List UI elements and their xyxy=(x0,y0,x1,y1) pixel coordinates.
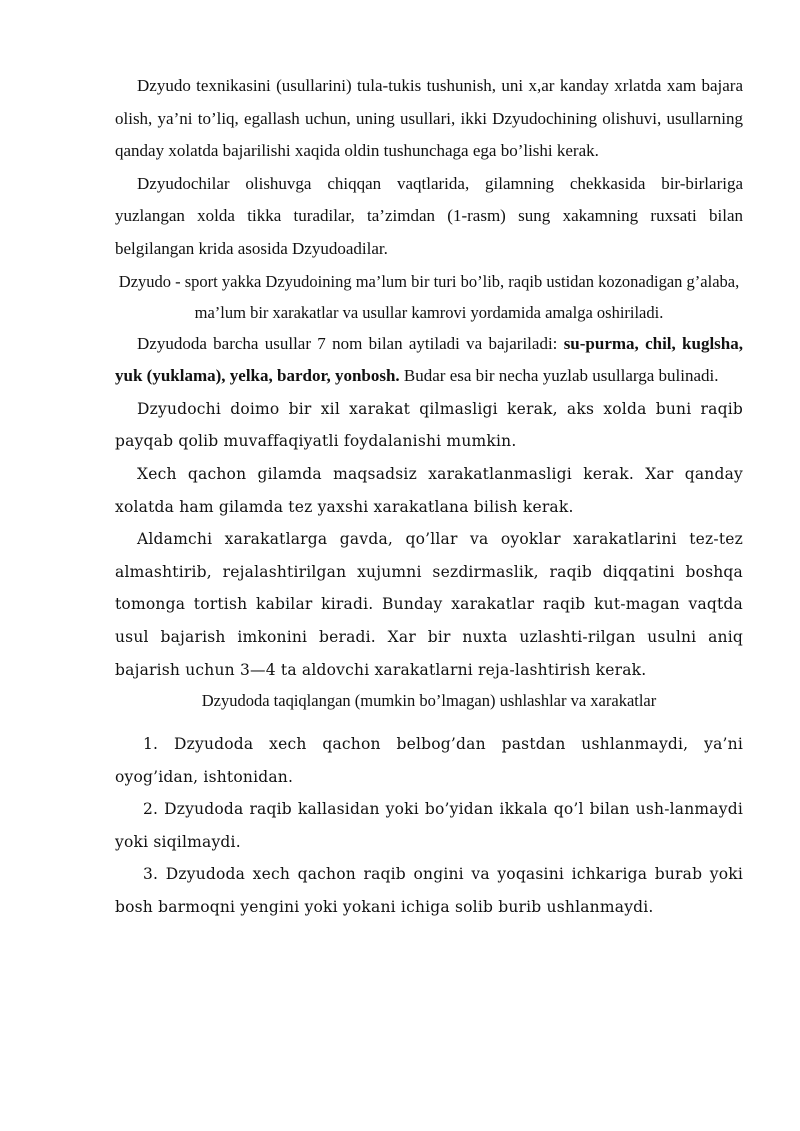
paragraph-varied-movement: Dzyudochi doimo bir xil xarakat qilmasligi kerak, aks xolda buni raqib payqab qolib muvaffaqiyatli foydalanishi mumkin. xyxy=(115,399,743,451)
paragraph-bout-start: Dzyudochilar olishuvga chiqqan vaqtlarida, gilamning chekkasida bir-birlariga yuzlangan xolda tikka turadilar, ta’zimdan (1-rasm) sung xakamning ruxsati bilan belgilangan krida asosida Dzyudoadilar. xyxy=(115,173,743,258)
paragraph-technique-understanding: Dzyudo texnikasini (usullarini) tula-tukis tushunish, uni x,ar kanday xrlatda xam bajara olish, ya’ni to’liq, egallash uchun, uning usullari, ikki Dzyudochining olishuvi, usullarning qanday xolatda bajarilishi xaqida oldin tushunchaga ega bo’lishi kerak. xyxy=(115,76,743,161)
document-page xyxy=(115,70,743,924)
paragraph-seven-techniques-end: Budar esa bir necha yuzlab usullarga bulinadi. xyxy=(399,366,719,386)
paragraph-definition: Dzyudo - sport yakka Dzyudoining ma’lum bir turi bo’lib, raqib ustidan kozonadigan g’alaba, ma’lum bir xarakatlar va usullar kamrovi yordamida amalga oshiriladi. xyxy=(118,271,740,322)
paragraph-purposeful-movement: Xech qachon gilamda maqsadsiz xarakatlanmasligi kerak. Xar qanday xolatda ham gilamda tez yaxshi xarakatlana bilish kerak. xyxy=(115,464,743,516)
technique-names: su-purma, chil, kuglsha, yuk (yuklama), yelka, bardor, yonbosh. xyxy=(115,333,744,386)
section-caption: Dzyudoda taqiqlangan (mumkin bo’lmagan) ushlashlar va xarakatlar xyxy=(201,691,657,711)
list-item: 1. Dzyudoda xech qachon belbog’dan pastdan ushlanmaydi, ya’ni oyog’idan, ishtonidan. xyxy=(115,735,743,786)
paragraph-seven-techniques-start: Dzyudoda barcha usullar 7 nom bilan aytiladi va bajariladi: xyxy=(137,333,564,353)
list-item: 2. Dzyudoda raqib kallasidan yoki bo’yidan ikkala qo’l bilan ush-lanmaydi yoki siqilmaydi. xyxy=(115,800,743,851)
paragraph-seven-techniques xyxy=(115,328,743,393)
paragraph-feints: Aldamchi xarakatlarga gavda, qo’llar va oyoklar xarakatlarini tez-tez almashtirib, rejalashtirilgan xujumni sezdirmaslik, raqib diqqatini boshqa tomonga tortish kabilar kiradi. Bunday xarakatlar raqib kut-magan vaqtda usul bajarish imkonini beradi. Xar bir nuxta uzlashti-rilgan usulni aniq bajarish uchun 3—4 ta aldovchi xarakatlarni reja-lashtirish kerak. xyxy=(115,530,743,679)
list-item: 3. Dzyudoda xech qachon raqib ongini va yoqasini ichkariga burab yoki bosh barmoqni yengini yoki yokani ichiga solib burib ushlanmaydi. xyxy=(115,865,743,917)
